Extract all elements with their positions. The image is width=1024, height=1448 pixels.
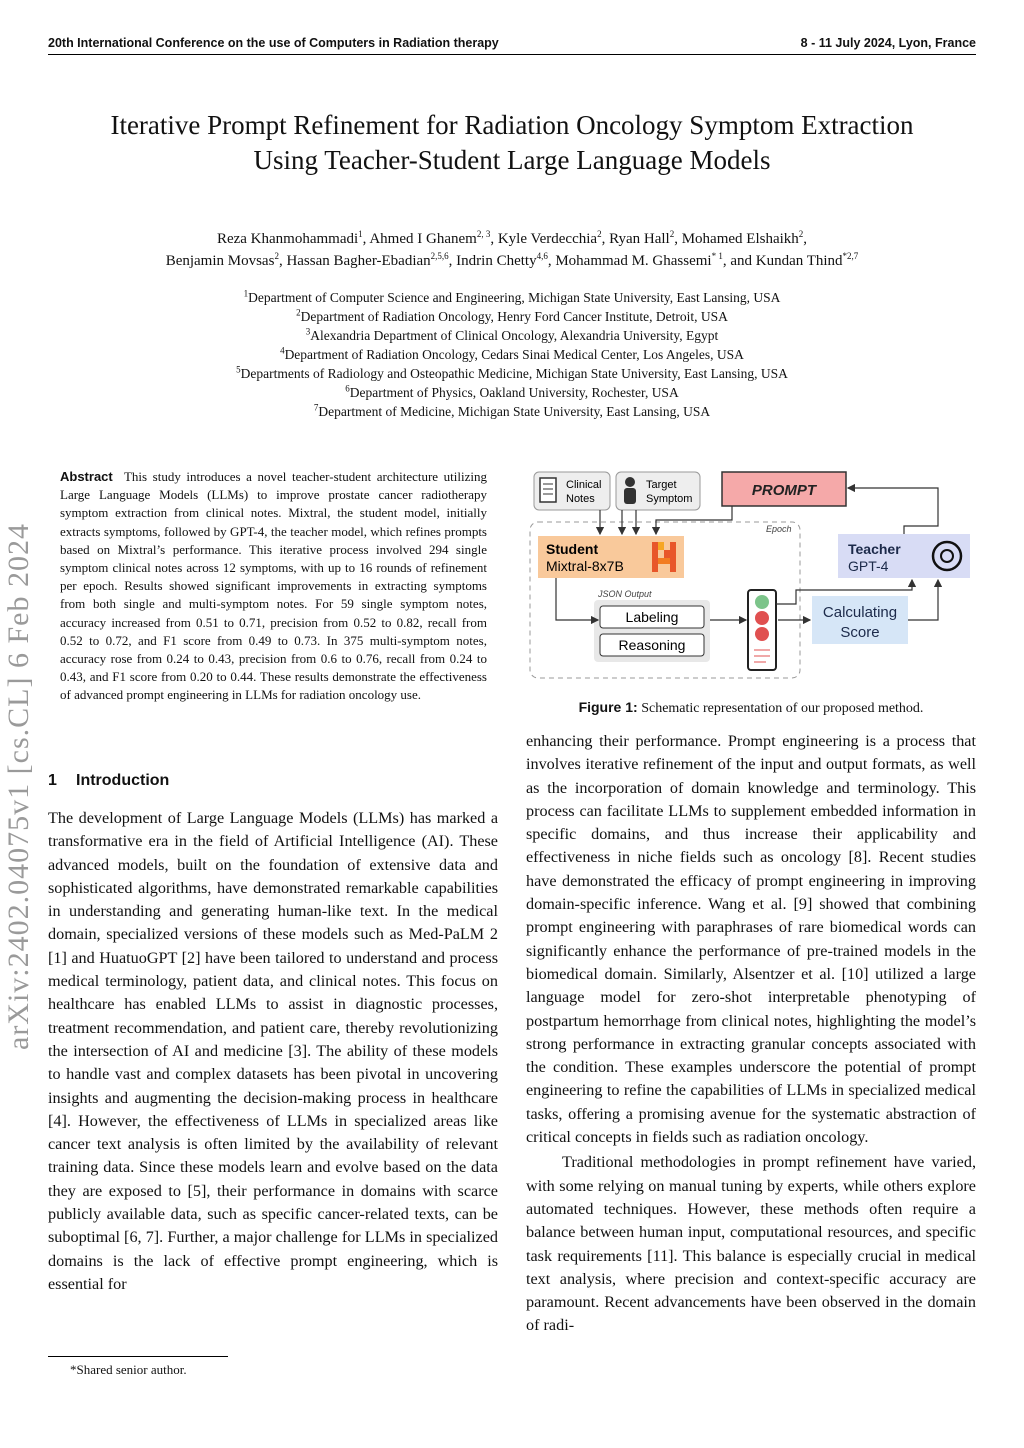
abstract bbox=[60, 468, 487, 705]
affiliation bbox=[40, 345, 984, 364]
affiliation-num: 3 bbox=[305, 326, 311, 337]
author-sup: *2,7 bbox=[842, 251, 859, 261]
labeling-node bbox=[600, 606, 704, 628]
student-title: Student bbox=[546, 541, 599, 557]
author-sup: * 1 bbox=[711, 251, 723, 261]
figure-1 bbox=[526, 466, 976, 686]
affiliation-text: Departments of Radiology and Osteopathic Medicine, Michigan State University, East Lansing, USA bbox=[240, 366, 788, 381]
arxiv-stamp: arXiv:2402.04075v1 [cs.CL] 6 Feb 2024 bbox=[2, 523, 35, 1050]
intro-column-right bbox=[526, 730, 976, 1338]
author-sup: 2 bbox=[798, 229, 804, 239]
section-title: Introduction bbox=[76, 772, 170, 789]
author-name: Benjamin Movsas bbox=[165, 253, 275, 269]
score-node bbox=[812, 596, 908, 644]
student-node bbox=[538, 536, 684, 578]
author-name: Mohamed Elshaikh bbox=[681, 231, 799, 247]
abstract-label: Abstract bbox=[60, 469, 113, 484]
prompt-label: PROMPT bbox=[751, 482, 817, 499]
title-line-1: Iterative Prompt Refinement for Radiation Oncology Symptom Extraction bbox=[110, 110, 914, 140]
teacher-model: GPT-4 bbox=[848, 558, 889, 574]
author-name: Kyle Verdecchia bbox=[497, 231, 598, 247]
affiliation-num: 7 bbox=[313, 402, 319, 413]
teacher-title: Teacher bbox=[848, 541, 901, 557]
paper-title bbox=[40, 108, 984, 178]
header-rule bbox=[48, 54, 976, 55]
author-list bbox=[40, 228, 984, 272]
conference-name: 20th International Conference on the use of Computers in Radiation therapy bbox=[48, 36, 499, 50]
affiliation-text: Alexandria Department of Clinical Oncology, Alexandria University, Egypt bbox=[310, 328, 719, 343]
student-model: Mixtral-8x7B bbox=[546, 558, 624, 574]
title-line-2: Using Teacher-Student Large Language Models bbox=[253, 145, 771, 175]
conference-date: 8 - 11 July 2024, Lyon, France bbox=[800, 36, 976, 50]
author-name: Kundan Thind bbox=[755, 253, 843, 269]
clinical-notes-label-2: Notes bbox=[566, 493, 595, 505]
score-label-1: Calculating bbox=[822, 604, 898, 621]
affiliation bbox=[40, 402, 984, 421]
intro-column-left: The development of Large Language Models (LLMs) has marked a transformative era in the field of Artificial Intelligence (AI). These advanced models, built on the foundation of extensive data and sophisticated algorithms, have demonstrated remarkable capabilities in understanding and generating human-like text. In the medical domain, specialized versions of these models such as Med-PaLM 2 [1] and HuatuoGPT [2] have been tailored to understand and process medical terminology, patient data, and clinical notes. This focus on healthcare has enabled LLMs to assist in diagnostic processes, treatment recommendation, and patient care, thereby revolutionizing the intersection of AI and medicine [3]. The ability of these models to handle vast and complex datasets has been pivotal in uncovering insights and augmenting the decision-making process in healthcare [4]. However, the effectiveness of LLMs in specialized areas like cancer text analysis is often limited by the availability of relevant training data. Since these models learn and evolve based on the data they are exposed to [5], their performance in domains with scarce publicly available data, such as specific cancer-related texts, can be suboptimal [6, 7]. Further, a major challenge for LLMs in specialized domains is the lack of effective prompt engineering, which is essential for bbox=[48, 809, 498, 1293]
reasoning-node bbox=[600, 634, 704, 656]
teacher-node bbox=[838, 534, 970, 578]
author-name: Ryan Hall bbox=[609, 231, 670, 247]
score-label-2: Score bbox=[840, 624, 880, 641]
affiliation-num: 1 bbox=[243, 288, 249, 299]
affiliation-text: Department of Physics, Oakland University, Rochester, USA bbox=[349, 385, 679, 400]
labeling-label: Labeling bbox=[625, 609, 679, 625]
affiliation-text: Department of Computer Science and Engineering, Michigan State University, East Lansing, USA bbox=[248, 290, 781, 305]
clinical-notes-label-1: Clinical bbox=[566, 479, 602, 491]
affiliation bbox=[40, 364, 984, 383]
prompt-node bbox=[722, 472, 846, 506]
author-sup: 2 bbox=[274, 251, 279, 261]
footnote: *Shared senior author. bbox=[70, 1362, 187, 1377]
footnote-rule bbox=[48, 1356, 228, 1357]
section-heading bbox=[48, 772, 169, 790]
author-name: Hassan Bagher-Ebadian bbox=[286, 253, 431, 269]
method-diagram bbox=[526, 466, 976, 686]
affiliation-list bbox=[40, 288, 984, 421]
affiliation-num: 4 bbox=[280, 345, 285, 356]
affiliation-text: Department of Radiation Oncology, Henry Ford Cancer Institute, Detroit, USA bbox=[300, 309, 728, 324]
author-name: Reza Khanmohammadi bbox=[216, 231, 359, 247]
section-number: 1 bbox=[48, 772, 57, 789]
author-sup: 2,5,6 bbox=[430, 251, 449, 261]
affiliation-num: 2 bbox=[296, 307, 301, 318]
abstract-text: This study introduces a novel teacher-student architecture utilizing Large Language Models (LLMs) to improve prostate cancer radiotherapy symptom extraction from clinical notes. Mixtral, the student model, initially extracts symptoms, followed by GPT-4, the teacher model, which refines prompts based on Mixtral’s performance. This iterative process involved 294 single symptom clinical notes across 12 symptoms, with up to 16 rounds of refinement per epoch. Results showed significant improvements in extracting symptoms from both single and multi-symptom notes. For 59 single symptom notes, accuracy increased from 0.51 to 0.71, precision from 0.52 to 0.82, recall from 0.52 to 0.72, and F1 score from 0.49 to 0.73. In 375 multi-symptom notes, accuracy rose from 0.24 to 0.43, precision from 0.6 to 0.76, recall from 0.24 to 0.43, and F1 score from 0.20 to 0.44. These results demonstrate the effectiveness of advanced prompt engineering in LLMs for radiation oncology use. bbox=[60, 469, 487, 703]
affiliation bbox=[40, 307, 984, 326]
affiliation bbox=[40, 326, 984, 345]
caption-label: Figure 1: bbox=[578, 699, 638, 715]
author-sup: 2, 3 bbox=[476, 229, 491, 239]
affiliation-num: 6 bbox=[345, 383, 350, 394]
paragraph: Traditional methodologies in prompt refinement have varied, with some relying on manual tuning by experts, while others explore automated techniques. However, these methods often require a balance between human input, computational resources, and specific task requirements [11]. This balance is especially crucial in medical text analysis, where precision and context-specific accuracy are paramount. Recent advancements have been observed in the domain of radi- bbox=[526, 1153, 976, 1335]
target-symptom-label-2: Symptom bbox=[646, 493, 693, 505]
traffic-light-icon bbox=[748, 590, 776, 670]
paragraph: enhancing their performance. Prompt engineering is a process that involves iterative refinement of the input and output formats, as well as the incorporation of domain knowledge and terminology. This process can facilitate LLMs to supplement embedded information in specific domains, and thus increase their applicability and effectiveness in niche fields such as oncology [8]. Recent studies have demonstrated the efficacy of prompt engineering in improving domain-specific inference. Wang et al. [9] showed that combining prompt engineering with paraphrases of rare biomedical words can significantly enhance the performance of pre-trained models in the biomedical domain. Similarly, Alsentzer et al. [10] utilized a large language model for zero-shot interpretable phenotyping of postpartum hemorrhage from clinical notes, highlighting the model’s strong performance in extracting granular concepts associated with the condition. These examples underscore the potential of prompt engineering to refine the capabilities of LLMs in specialized medical tasks, offering a promising avenue for the systematic abstraction of critical concepts in fields such as radiation oncology. bbox=[526, 732, 976, 1147]
author-name: Mohammad M. Ghassemi bbox=[555, 253, 712, 269]
author-sup: 2 bbox=[669, 229, 675, 239]
author-line-2: Benjamin Movsas$^2$, Hassan Bagher-Ebadian$^{2,5,6}$, Indrin Chetty$^{4,6}$, Mohammad M. Ghassemi$^{* 1}$, and Kundan Thind$^{*2,7}$ bbox=[165, 251, 859, 269]
epoch-label: Epoch bbox=[766, 524, 792, 534]
clinical-notes-node bbox=[534, 472, 610, 510]
target-symptom-label-1: Target bbox=[646, 479, 677, 491]
author-line-1: Reza Khanmohammadi$^1$, Ahmed I Ghanem$^{2, 3}$, Kyle Verdecchia$^2$, Ryan Hall$^2$, Mohamed Elshaikh$^2$, bbox=[216, 229, 808, 247]
target-symptom-node bbox=[616, 472, 700, 510]
reasoning-label: Reasoning bbox=[618, 637, 686, 653]
caption-text: Schematic representation of our proposed method. bbox=[641, 701, 924, 716]
running-header bbox=[48, 36, 976, 56]
author-name: Ahmed I Ghanem bbox=[369, 231, 477, 247]
affiliation bbox=[40, 288, 984, 307]
affiliation bbox=[40, 383, 984, 402]
affiliation-text: Department of Radiation Oncology, Cedars Sinai Medical Center, Los Angeles, USA bbox=[284, 347, 744, 362]
json-output-label: JSON Output bbox=[598, 589, 652, 599]
author-sup: 2 bbox=[597, 229, 602, 239]
author-name: Indrin Chetty bbox=[456, 253, 537, 269]
affiliation-num: 5 bbox=[236, 364, 241, 375]
affiliation-text: Department of Medicine, Michigan State University, East Lansing, USA bbox=[318, 404, 711, 419]
document-icon bbox=[540, 478, 556, 502]
patient-icon bbox=[624, 477, 636, 504]
author-sup: 1 bbox=[358, 229, 363, 239]
author-sup: 4,6 bbox=[536, 251, 548, 261]
figure-caption bbox=[526, 699, 976, 717]
